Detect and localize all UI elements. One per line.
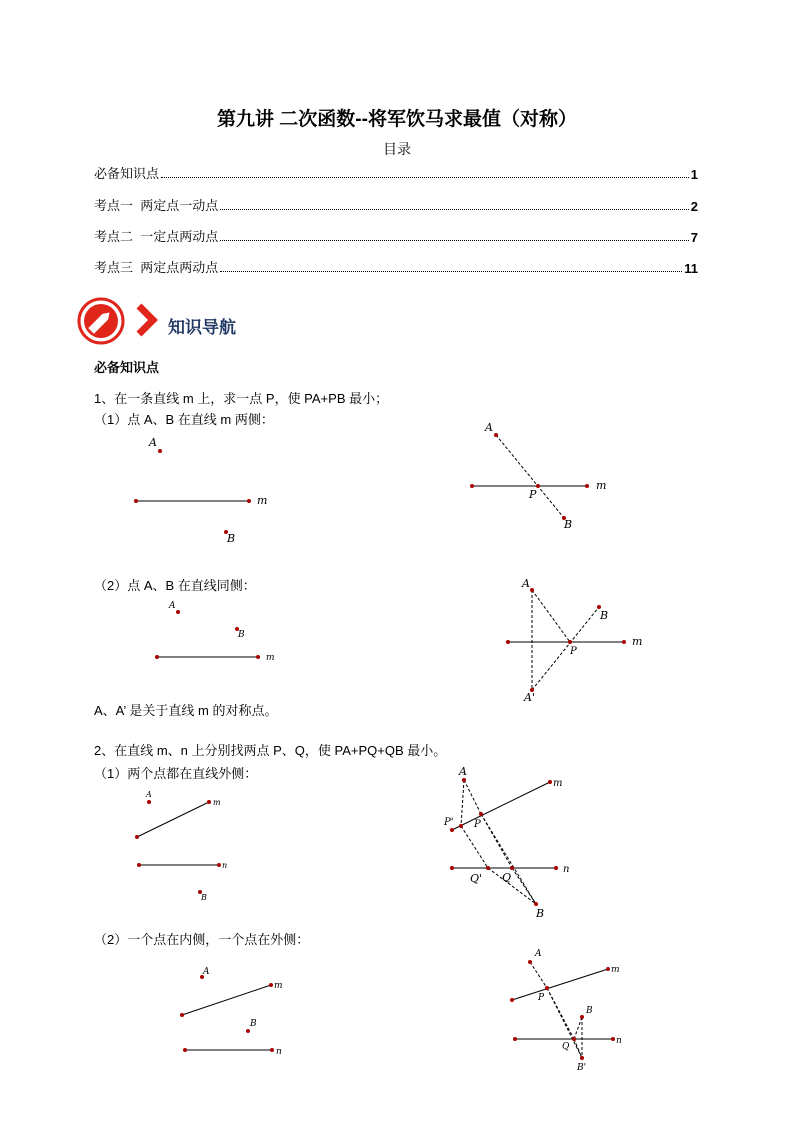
- dashed-line: [481, 814, 512, 868]
- point: [585, 484, 589, 488]
- chevron-right-icon: [139, 306, 153, 334]
- point-b: [580, 1015, 584, 1019]
- point: [269, 983, 273, 987]
- label-n: n: [276, 1047, 282, 1057]
- label-b: B: [600, 609, 609, 622]
- point: [470, 484, 474, 488]
- point: [450, 866, 454, 870]
- label-n: n: [222, 861, 228, 870]
- toc-leader: [161, 177, 689, 178]
- figure-2a: [145, 596, 285, 671]
- point-p: [479, 812, 483, 816]
- label-a-prime: A': [524, 691, 535, 704]
- problem-1-note: A、A’ 是关于直线 m 的对称点。: [94, 703, 278, 718]
- toc-item[interactable]: [94, 164, 698, 182]
- label-b: B: [586, 1006, 593, 1016]
- nav-title: 知识导航: [168, 318, 236, 337]
- label-b: B: [564, 518, 573, 531]
- toc-item[interactable]: [94, 227, 698, 245]
- label-m: m: [553, 778, 563, 789]
- point: [134, 499, 138, 503]
- toc-item-label: 考点三 两定点两动点: [94, 260, 219, 275]
- label-q-prime: Q': [470, 872, 483, 885]
- point-b: [534, 902, 538, 906]
- label-b: B: [227, 532, 236, 545]
- label-b: B: [238, 630, 245, 640]
- figure-4a: [170, 958, 300, 1063]
- point-q: [572, 1037, 576, 1041]
- dashed-line: [461, 780, 464, 826]
- dashed-line: [574, 1017, 582, 1039]
- point: [606, 967, 610, 971]
- label-m: m: [274, 981, 283, 991]
- label-a: A: [146, 790, 152, 799]
- point-q-prime: [486, 866, 490, 870]
- point-p: [545, 986, 549, 990]
- label-a: A: [459, 765, 467, 778]
- point: [207, 800, 211, 804]
- dashed-line: [530, 962, 547, 988]
- line-m: [182, 985, 271, 1015]
- point-p: [536, 484, 540, 488]
- line-m: [137, 802, 209, 837]
- toc-item-page: 1: [690, 167, 698, 182]
- point-a: [147, 800, 151, 804]
- segment-ab: [496, 435, 564, 518]
- problem-2-text: 2、在直线 m、n 上分别找两点 P、Q，使 PA+PQ+QB 最小。: [94, 743, 447, 758]
- problem-1-text: 1、在一条直线 m 上，求一点 P，使 PA+PB 最小；: [94, 391, 389, 406]
- point-p: [568, 640, 572, 644]
- line-m: [452, 782, 550, 830]
- label-b-prime: B': [577, 1063, 587, 1073]
- dashed-line: [547, 988, 574, 1039]
- point: [183, 1048, 187, 1052]
- toc-heading: 目录: [383, 141, 411, 157]
- toc-item-page: 11: [684, 261, 698, 276]
- label-q: Q: [562, 1042, 570, 1052]
- point: [217, 863, 221, 867]
- label-n: n: [563, 864, 570, 875]
- point: [247, 499, 251, 503]
- label-p: P: [570, 646, 577, 657]
- figure-2b: [498, 574, 648, 704]
- toc-item-label: 必备知识点: [94, 166, 160, 181]
- toc-item-label: 考点一 两定点一动点: [94, 198, 219, 213]
- line-m: [512, 969, 608, 1000]
- label-m: m: [632, 635, 643, 648]
- label-m: m: [213, 798, 221, 807]
- point-b-prime: [580, 1056, 584, 1060]
- figure-4b: [500, 940, 640, 1075]
- label-a: A: [522, 577, 530, 590]
- point-p-prime: [459, 824, 463, 828]
- point-a: [176, 610, 180, 614]
- segment-ap: [532, 590, 570, 642]
- label-p-prime: P': [444, 817, 454, 828]
- toc-item-label: 考点二 一定点两动点: [94, 229, 219, 244]
- point: [510, 998, 514, 1002]
- point: [137, 863, 141, 867]
- label-m: m: [257, 494, 268, 507]
- point: [180, 1013, 184, 1017]
- label-m: m: [266, 653, 275, 663]
- pencil-icon: [79, 299, 123, 343]
- label-b: B: [536, 907, 545, 920]
- section-heading: 必备知识点: [94, 360, 160, 375]
- toc-leader: [220, 240, 689, 241]
- problem-1-case-2: （2）点 A、B 在直线同侧：: [94, 578, 256, 593]
- toc-item-page: 7: [690, 230, 698, 245]
- point: [548, 780, 552, 784]
- label-a: A: [149, 436, 157, 449]
- dashed-line: [461, 826, 488, 868]
- label-q: Q: [502, 871, 512, 884]
- toc-leader: [220, 209, 689, 210]
- label-p: P: [474, 819, 481, 830]
- point: [135, 835, 139, 839]
- label-b: B: [201, 893, 207, 902]
- point: [622, 640, 626, 644]
- problem-2-case-1: （1）两个点都在直线外侧：: [94, 766, 258, 781]
- page-title: 第九讲 二次函数--将军饮马求最值（对称）: [217, 109, 577, 130]
- label-a: A: [169, 601, 176, 611]
- dashed-line: [512, 868, 536, 904]
- label-a: A: [535, 949, 542, 959]
- point-a: [462, 778, 466, 782]
- dashed-line: [481, 814, 536, 904]
- toc-leader: [220, 271, 682, 272]
- segment-a-prime-b: [532, 607, 599, 690]
- label-a: A: [485, 421, 493, 434]
- toc-item[interactable]: [94, 258, 698, 276]
- point-a: [494, 433, 498, 437]
- label-p: P: [529, 488, 537, 501]
- point: [554, 866, 558, 870]
- toc-item-page: 2: [690, 199, 698, 214]
- point: [256, 655, 260, 659]
- problem-1-case-1: （1）点 A、B 在直线 m 两侧：: [94, 412, 274, 427]
- label-n: n: [616, 1036, 622, 1046]
- dashed-line: [488, 868, 536, 904]
- figure-3a: [125, 786, 245, 906]
- label-m: m: [596, 479, 607, 492]
- point-a: [530, 588, 534, 592]
- point: [513, 1037, 517, 1041]
- toc-item[interactable]: [94, 196, 698, 214]
- label-p: P: [538, 993, 545, 1003]
- label-a: A: [203, 967, 210, 977]
- point: [270, 1048, 274, 1052]
- problem-2-case-2: （2）一个点在内侧，一个点在外侧：: [94, 932, 310, 947]
- point: [506, 640, 510, 644]
- point: [611, 1037, 615, 1041]
- point: [450, 828, 454, 832]
- figure-1a: [125, 430, 285, 550]
- figure-1b: [460, 418, 620, 533]
- figure-3b: [440, 764, 580, 924]
- label-b: B: [250, 1019, 257, 1029]
- point-b: [246, 1029, 250, 1033]
- point: [155, 655, 159, 659]
- label-m: m: [611, 965, 620, 975]
- dashed-line: [464, 780, 481, 814]
- point-a: [528, 960, 532, 964]
- point-q: [510, 866, 514, 870]
- nav-banner-icons: [76, 296, 162, 348]
- point-a: [158, 449, 162, 453]
